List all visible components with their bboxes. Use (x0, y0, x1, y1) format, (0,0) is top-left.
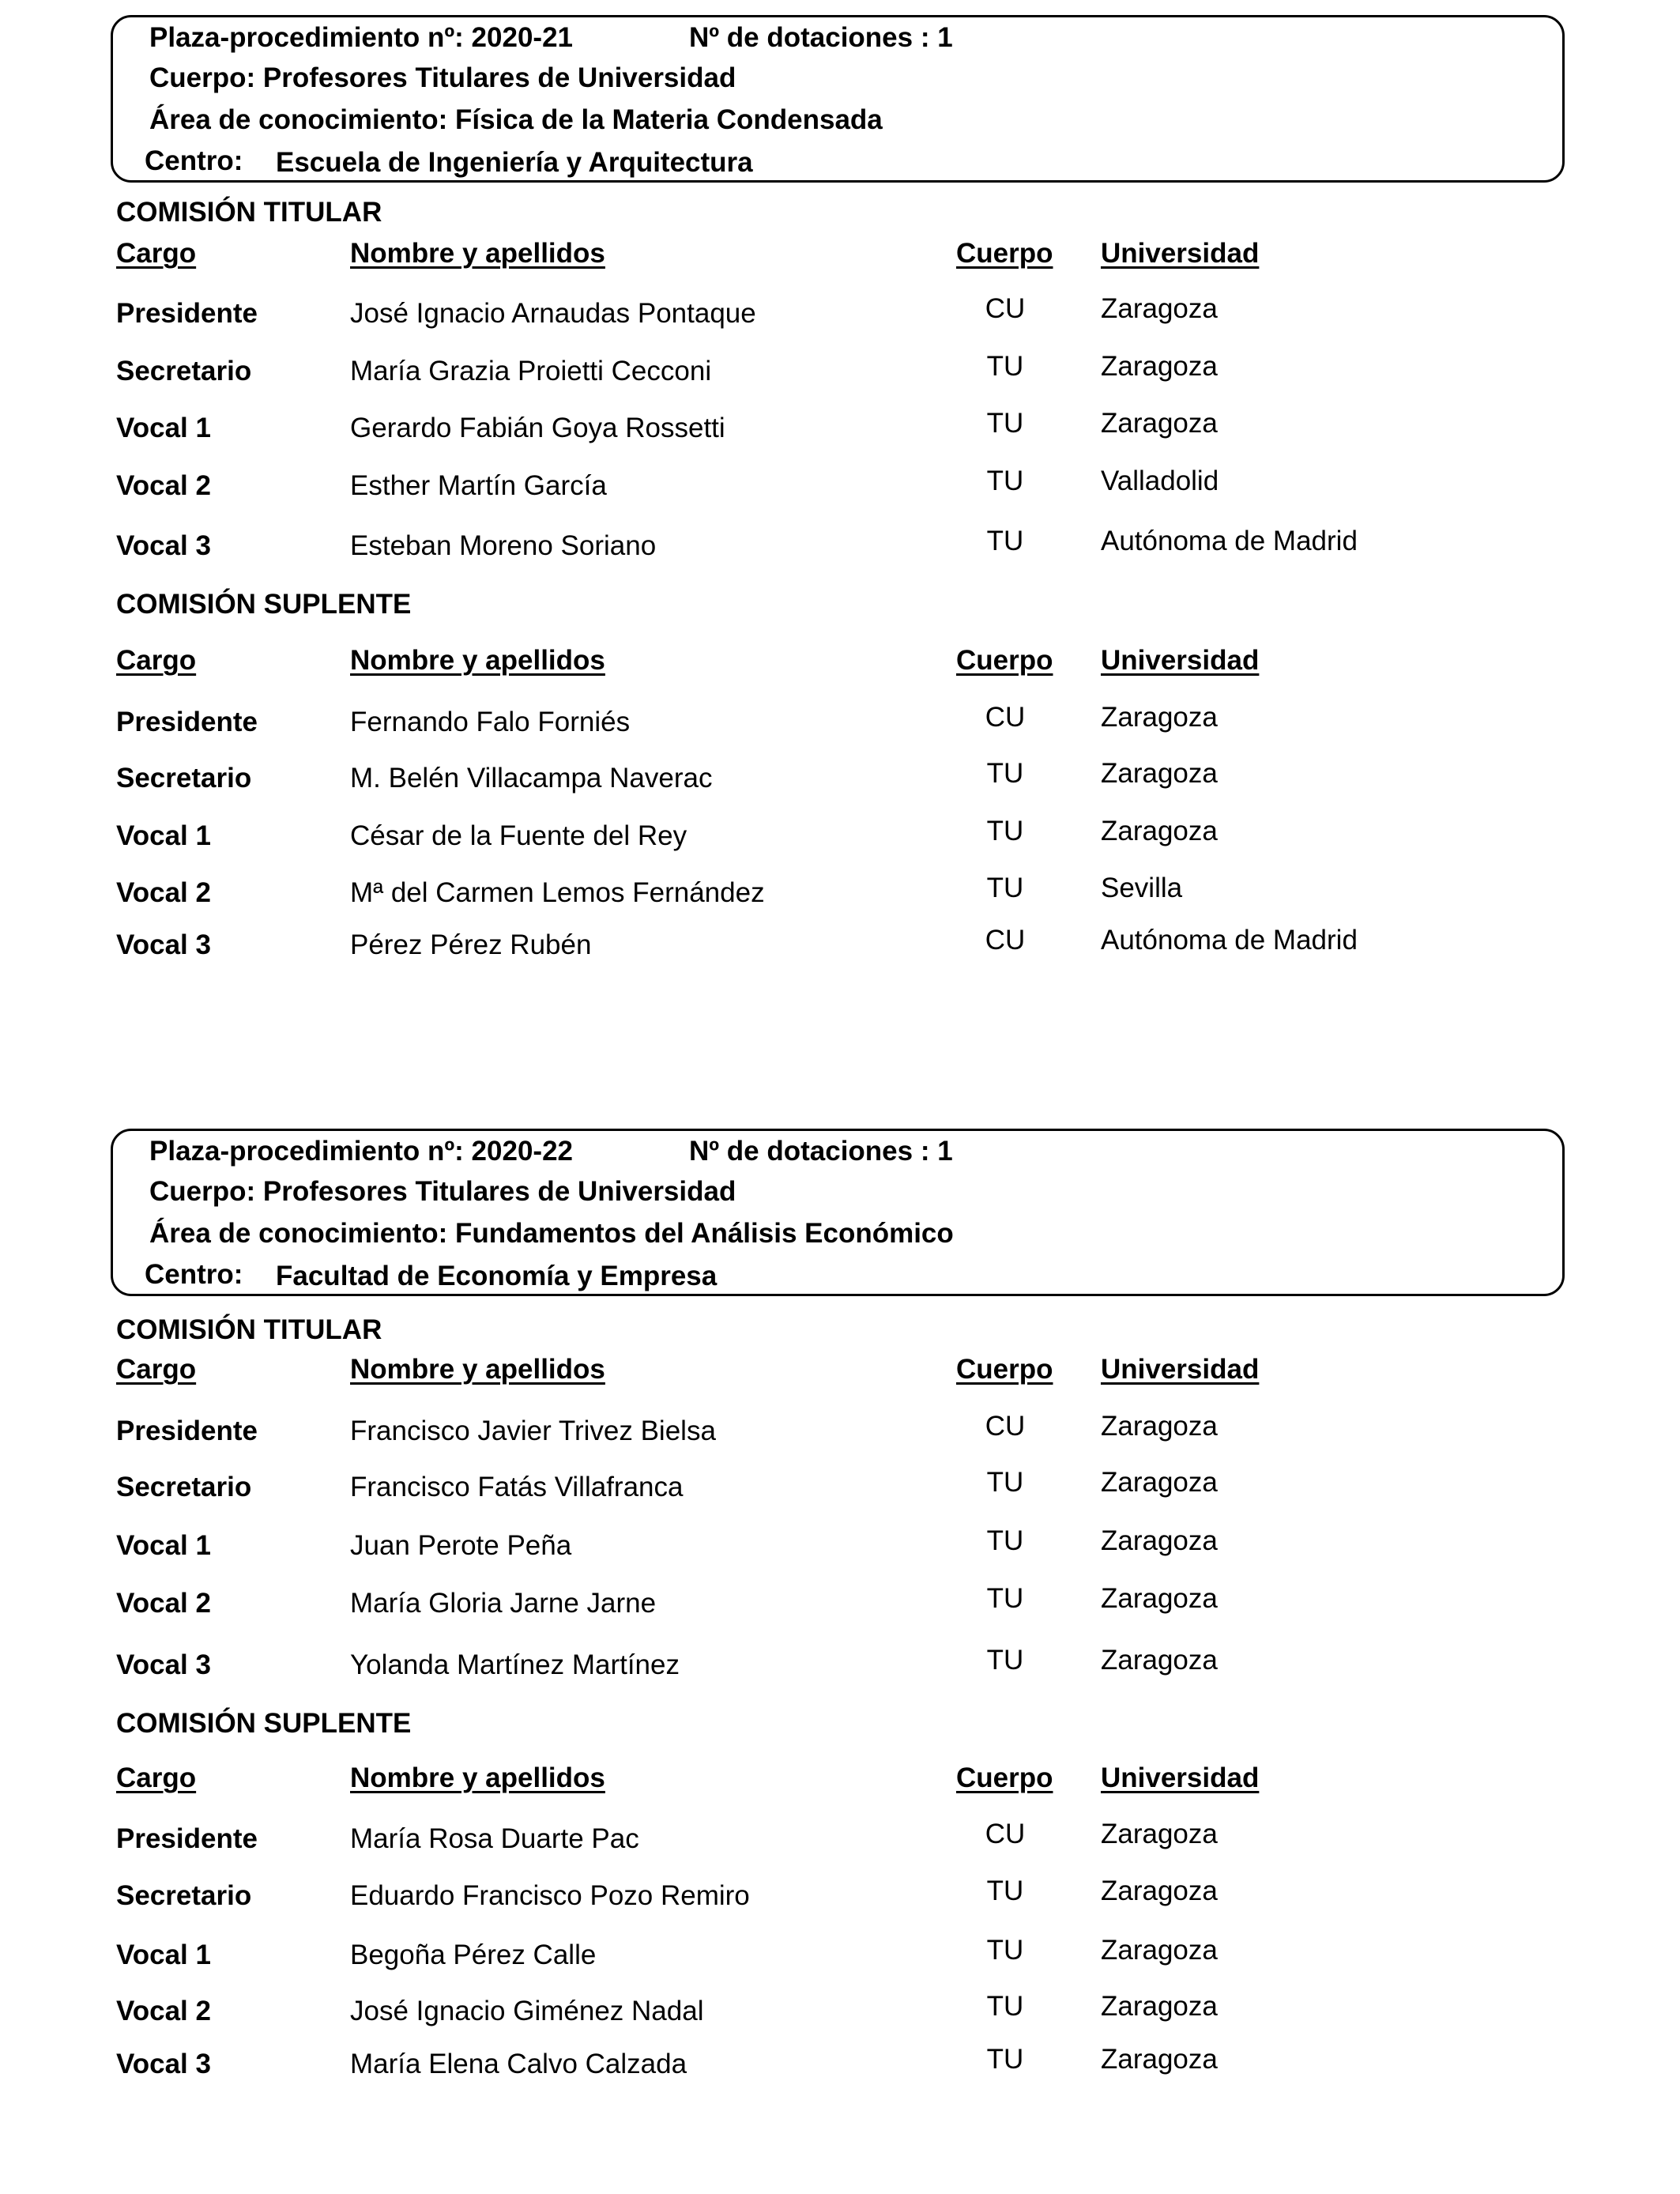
universidad-cell: Autónoma de Madrid (1101, 526, 1358, 556)
cuerpo-label: Cuerpo: Profesores Titulares de Universidad (149, 62, 736, 93)
universidad-cell: Zaragoza (1101, 758, 1218, 789)
comision-title: COMISIÓN TITULAR (116, 1314, 382, 1345)
centro-value: Facultad de Economía y Empresa (276, 1261, 718, 1291)
cuerpo-cell: CU (985, 1411, 1026, 1442)
universidad-cell: Zaragoza (1101, 1991, 1218, 2022)
area-label: Área de conocimiento: Física de la Materia Condensada (149, 104, 883, 135)
nombre-cell: M. Belén Villacampa Naverac (350, 763, 713, 794)
nombre-cell: María Elena Calvo Calzada (350, 2049, 687, 2079)
universidad-cell: Valladolid (1101, 466, 1219, 496)
header-cuerpo: Cuerpo (956, 645, 1053, 676)
cargo-cell: Vocal 3 (116, 929, 211, 960)
nombre-cell: Esther Martín García (350, 470, 607, 501)
nombre-cell: María Grazia Proietti Cecconi (350, 356, 712, 386)
cuerpo-cell: CU (985, 925, 1026, 956)
cuerpo-label: Cuerpo: Profesores Titulares de Universidad (149, 1176, 736, 1207)
cargo-cell: Vocal 2 (116, 470, 211, 501)
header-cargo: Cargo (116, 1354, 197, 1385)
universidad-cell: Zaragoza (1101, 1583, 1218, 1614)
cuerpo-cell: TU (986, 1467, 1024, 1498)
comision-title: COMISIÓN TITULAR (116, 197, 382, 228)
dotaciones-count: Nº de dotaciones : 1 (689, 22, 953, 53)
nombre-cell: Mª del Carmen Lemos Fernández (350, 877, 765, 908)
dotaciones-count: Nº de dotaciones : 1 (689, 1136, 953, 1167)
nombre-cell: Francisco Javier Trivez Bielsa (350, 1416, 716, 1446)
header-cargo: Cargo (116, 1762, 197, 1793)
nombre-cell: César de la Fuente del Rey (350, 820, 687, 851)
cargo-cell: Secretario (116, 763, 252, 794)
cargo-cell: Secretario (116, 356, 252, 386)
cargo-cell: Vocal 2 (116, 1996, 211, 2026)
header-cuerpo: Cuerpo (956, 1762, 1053, 1793)
header-cargo: Cargo (116, 238, 197, 269)
universidad-cell: Zaragoza (1101, 702, 1218, 733)
universidad-cell: Zaragoza (1101, 351, 1218, 382)
cuerpo-cell: CU (985, 1819, 1026, 1849)
cargo-cell: Vocal 1 (116, 1940, 211, 1970)
universidad-cell: Zaragoza (1101, 1645, 1218, 1676)
cargo-cell: Presidente (116, 298, 258, 329)
nombre-cell: Eduardo Francisco Pozo Remiro (350, 1880, 750, 1911)
universidad-cell: Sevilla (1101, 873, 1183, 903)
nombre-cell: Francisco Fatás Villafranca (350, 1472, 684, 1502)
nombre-cell: Esteban Moreno Soriano (350, 530, 657, 561)
header-cargo: Cargo (116, 645, 197, 676)
cargo-cell: Vocal 1 (116, 1530, 211, 1561)
header-universidad: Universidad (1101, 238, 1260, 269)
header-universidad: Universidad (1101, 1762, 1260, 1793)
nombre-cell: Juan Perote Peña (350, 1530, 572, 1561)
header-cuerpo: Cuerpo (956, 1354, 1053, 1385)
cuerpo-cell: TU (986, 408, 1024, 439)
nombre-cell: José Ignacio Giménez Nadal (350, 1996, 704, 2026)
universidad-cell: Zaragoza (1101, 2044, 1218, 2075)
centro-key: Centro: (145, 145, 243, 176)
cuerpo-cell: TU (986, 1875, 1024, 1906)
cuerpo-cell: TU (986, 758, 1024, 789)
centro-key: Centro: (145, 1259, 243, 1290)
centro-value: Escuela de Ingeniería y Arquitectura (276, 147, 753, 178)
universidad-cell: Zaragoza (1101, 1935, 1218, 1966)
universidad-cell: Autónoma de Madrid (1101, 925, 1358, 956)
header-nombre: Nombre y apellidos (350, 645, 605, 676)
universidad-cell: Zaragoza (1101, 1525, 1218, 1556)
universidad-cell: Zaragoza (1101, 408, 1218, 439)
nombre-cell: María Gloria Jarne Jarne (350, 1588, 657, 1619)
universidad-cell: Zaragoza (1101, 1411, 1218, 1442)
header-cuerpo: Cuerpo (956, 238, 1053, 269)
cargo-cell: Vocal 2 (116, 1588, 211, 1619)
cargo-cell: Vocal 3 (116, 2049, 211, 2079)
cuerpo-cell: TU (986, 1991, 1024, 2022)
universidad-cell: Zaragoza (1101, 816, 1218, 846)
cargo-cell: Presidente (116, 1823, 258, 1854)
cuerpo-cell: TU (986, 816, 1024, 846)
nombre-cell: Fernando Falo Forniés (350, 707, 631, 737)
header-universidad: Universidad (1101, 645, 1260, 676)
cuerpo-cell: TU (986, 1935, 1024, 1966)
nombre-cell: Yolanda Martínez Martínez (350, 1649, 680, 1680)
cuerpo-cell: TU (986, 526, 1024, 556)
header-nombre: Nombre y apellidos (350, 238, 605, 269)
universidad-cell: Zaragoza (1101, 1875, 1218, 1906)
cargo-cell: Vocal 1 (116, 413, 211, 443)
plaza-number: Plaza-procedimiento nº: 2020-21 (149, 22, 574, 53)
header-nombre: Nombre y apellidos (350, 1354, 605, 1385)
cuerpo-cell: TU (986, 1645, 1024, 1676)
area-label: Área de conocimiento: Fundamentos del Análisis Económico (149, 1218, 954, 1249)
cuerpo-cell: TU (986, 2044, 1024, 2075)
nombre-cell: Gerardo Fabián Goya Rossetti (350, 413, 725, 443)
nombre-cell: Pérez Pérez Rubén (350, 929, 592, 960)
cargo-cell: Vocal 3 (116, 1649, 211, 1680)
cuerpo-cell: TU (986, 1583, 1024, 1614)
plaza-number: Plaza-procedimiento nº: 2020-22 (149, 1136, 574, 1167)
cargo-cell: Vocal 1 (116, 820, 211, 851)
cargo-cell: Secretario (116, 1880, 252, 1911)
cargo-cell: Vocal 3 (116, 530, 211, 561)
header-nombre: Nombre y apellidos (350, 1762, 605, 1793)
comision-title: COMISIÓN SUPLENTE (116, 589, 412, 620)
cuerpo-cell: TU (986, 873, 1024, 903)
nombre-cell: Begoña Pérez Calle (350, 1940, 597, 1970)
cuerpo-cell: TU (986, 1525, 1024, 1556)
cuerpo-cell: TU (986, 466, 1024, 496)
cuerpo-cell: TU (986, 351, 1024, 382)
cargo-cell: Vocal 2 (116, 877, 211, 908)
header-universidad: Universidad (1101, 1354, 1260, 1385)
comision-title: COMISIÓN SUPLENTE (116, 1708, 412, 1739)
cuerpo-cell: CU (985, 293, 1026, 324)
cargo-cell: Presidente (116, 1416, 258, 1446)
cargo-cell: Secretario (116, 1472, 252, 1502)
universidad-cell: Zaragoza (1101, 293, 1218, 324)
nombre-cell: José Ignacio Arnaudas Pontaque (350, 298, 756, 329)
universidad-cell: Zaragoza (1101, 1467, 1218, 1498)
cargo-cell: Presidente (116, 707, 258, 737)
cuerpo-cell: CU (985, 702, 1026, 733)
nombre-cell: María Rosa Duarte Pac (350, 1823, 639, 1854)
universidad-cell: Zaragoza (1101, 1819, 1218, 1849)
